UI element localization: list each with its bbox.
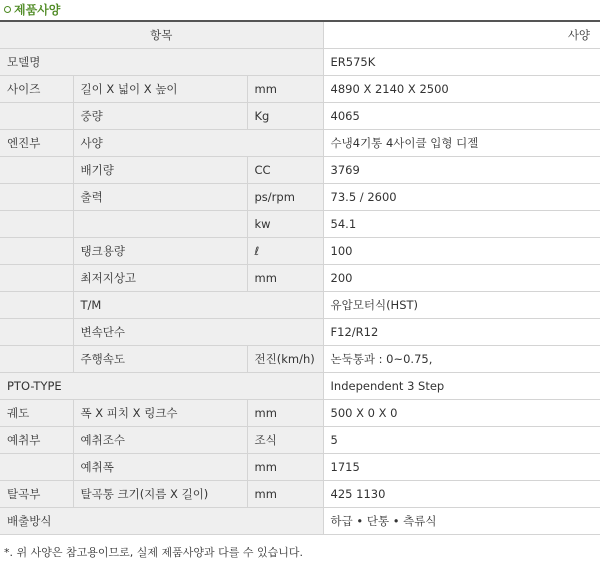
row-sub-label: 변속단수 — [73, 319, 323, 346]
row-sub-label: 길이 X 넓이 X 높이 — [73, 76, 247, 103]
row-value: 500 X 0 X 0 — [323, 400, 600, 427]
row-value: 하급 • 단통 • 측류식 — [323, 508, 600, 535]
row-value: ER575K — [323, 49, 600, 76]
row-group — [0, 454, 73, 481]
row-group — [0, 319, 73, 346]
row-group: 엔진부 — [0, 130, 73, 157]
row-value: 425 1130 — [323, 481, 600, 508]
row-value: 수냉4기통 4사이클 입형 디젤 — [323, 130, 600, 157]
row-group: 탈곡부 — [0, 481, 73, 508]
row-label: PTO-TYPE — [0, 373, 323, 400]
row-value: 5 — [323, 427, 600, 454]
row-value: 3769 — [323, 157, 600, 184]
row-label: 배출방식 — [0, 508, 323, 535]
row-sub-label: 출력 — [73, 184, 247, 211]
header-item: 항목 — [0, 21, 323, 49]
row-group — [0, 103, 73, 130]
section-title-text: 제품사양 — [14, 3, 61, 17]
row-value: 200 — [323, 265, 600, 292]
row-unit: ps/rpm — [247, 184, 323, 211]
row-value: 54.1 — [323, 211, 600, 238]
header-spec: 사양 — [323, 21, 600, 49]
row-value: Independent 3 Step — [323, 373, 600, 400]
table-row — [0, 157, 600, 184]
row-sub-label: 폭 X 피치 X 링크수 — [73, 400, 247, 427]
row-sub-label: 배기량 — [73, 157, 247, 184]
table-row — [0, 265, 600, 292]
row-sub-label: 예취조수 — [73, 427, 247, 454]
row-group — [0, 211, 73, 238]
row-group — [0, 292, 73, 319]
row-unit: kw — [247, 211, 323, 238]
table-row — [0, 49, 600, 76]
row-unit: Kg — [247, 103, 323, 130]
row-unit: mm — [247, 76, 323, 103]
table-row — [0, 346, 600, 373]
row-group: 사이즈 — [0, 76, 73, 103]
row-unit: ℓ — [247, 238, 323, 265]
row-value: 4065 — [323, 103, 600, 130]
row-group — [0, 346, 73, 373]
row-group — [0, 184, 73, 211]
section-title — [0, 0, 600, 20]
row-value: 논둑통과 : 0~0.75, — [323, 346, 600, 373]
row-sub-label — [73, 211, 247, 238]
row-sub-label: 사양 — [73, 130, 323, 157]
row-value: F12/R12 — [323, 319, 600, 346]
table-row — [0, 373, 600, 400]
table-row — [0, 481, 600, 508]
row-label: 모델명 — [0, 49, 323, 76]
row-value: 유압모터식(HST) — [323, 292, 600, 319]
row-group: 궤도 — [0, 400, 73, 427]
table-row — [0, 130, 600, 157]
row-group — [0, 157, 73, 184]
table-row — [0, 427, 600, 454]
table-row — [0, 454, 600, 481]
row-group — [0, 265, 73, 292]
table-row — [0, 508, 600, 535]
table-row — [0, 76, 600, 103]
row-value: 1715 — [323, 454, 600, 481]
row-group — [0, 238, 73, 265]
row-unit: mm — [247, 400, 323, 427]
row-unit: mm — [247, 481, 323, 508]
row-unit: CC — [247, 157, 323, 184]
row-sub-label: 탈곡통 크기(지름 X 길이) — [73, 481, 247, 508]
row-sub-label: 탱크용량 — [73, 238, 247, 265]
row-sub-label: T/M — [73, 292, 323, 319]
table-row — [0, 238, 600, 265]
row-unit: 조식 — [247, 427, 323, 454]
table-row — [0, 103, 600, 130]
table-row — [0, 184, 600, 211]
table-header-row — [0, 21, 600, 49]
row-group: 예취부 — [0, 427, 73, 454]
row-value: 73.5 / 2600 — [323, 184, 600, 211]
table-row — [0, 319, 600, 346]
row-unit: 전진(km/h) — [247, 346, 323, 373]
row-unit: mm — [247, 265, 323, 292]
row-sub-label: 최저지상고 — [73, 265, 247, 292]
row-sub-label: 주행속도 — [73, 346, 247, 373]
row-sub-label: 중량 — [73, 103, 247, 130]
table-row — [0, 292, 600, 319]
row-value: 100 — [323, 238, 600, 265]
circle-bullet-icon — [4, 6, 11, 13]
row-sub-label: 예취폭 — [73, 454, 247, 481]
spec-table — [0, 20, 600, 535]
row-value: 4890 X 2140 X 2500 — [323, 76, 600, 103]
row-unit: mm — [247, 454, 323, 481]
footnote: *. 위 사양은 참고용이므로, 실제 제품사양과 다를 수 있습니다. — [4, 546, 303, 559]
table-row — [0, 400, 600, 427]
table-row — [0, 211, 600, 238]
